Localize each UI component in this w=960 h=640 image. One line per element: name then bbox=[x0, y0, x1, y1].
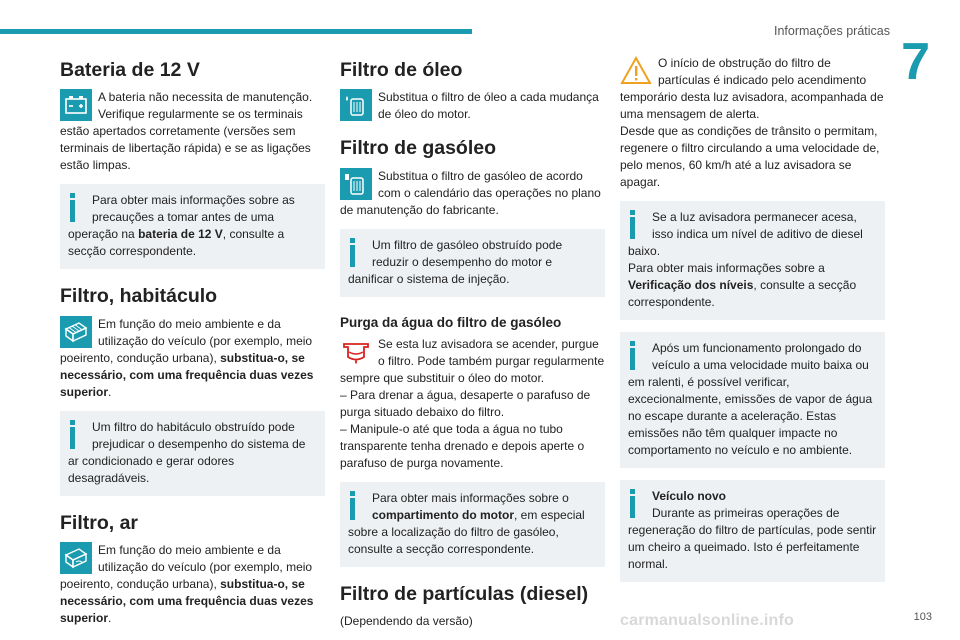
particle-filter-subtitle: (Dependendo da versão) bbox=[340, 614, 473, 629]
cabin-filter-text-a: Em função do meio ambiente e da utilização do veículo (por exemplo, meio poeirento, condução urbana), bbox=[60, 316, 313, 365]
column-3 bbox=[620, 55, 885, 594]
diesel-filter-info-box bbox=[340, 229, 605, 297]
particle-filter-warning-icon bbox=[620, 55, 652, 87]
battery-info-text-a: Para obter mais informações sobre as precauções a tomar antes de uma operação na bbox=[68, 193, 295, 242]
water-drain-info-text-b: , em especial sobre a localização do filtro de gasóleo, consulte a secção correspondente. bbox=[348, 507, 585, 556]
particle-filter-heading: Filtro de partículas (diesel) bbox=[340, 582, 589, 605]
water-drain-info-box bbox=[340, 482, 605, 567]
info-icon bbox=[628, 488, 648, 518]
vapor-info-text: Após um funcionamento prolongado do veículo a uma velocidade muito baixa ou em ralenti, é possível verificar, excecionalmente, emissões de vapor de água no escape durante a aceleração. Estas emissões não têm qualquer impacte no comportamento no veículo e no ambiente. bbox=[628, 341, 873, 457]
battery-info-box bbox=[60, 184, 325, 269]
cabin-filter-text-b: . bbox=[108, 384, 112, 399]
cabin-filter-heading: Filtro, habitáculo bbox=[60, 285, 218, 308]
info-icon bbox=[628, 340, 648, 370]
battery-info-text-b: , consulte a secção correspondente. bbox=[68, 227, 285, 259]
water-drain-step-2: – Manipule-o até que toda a água no tubo transparente tenha drenado e depois aperte o parafuso de purga novamente. bbox=[340, 421, 585, 470]
battery-paragraph bbox=[60, 89, 325, 174]
water-drain-info-bold: compartimento do motor bbox=[372, 507, 515, 522]
info-icon bbox=[68, 419, 88, 449]
info-icon bbox=[348, 490, 368, 520]
air-filter-text-a: Em função do meio ambiente e da utilização do veículo (por exemplo, meio poeirento, condução urbana), bbox=[60, 543, 313, 592]
particle-warning-paragraph bbox=[620, 55, 885, 123]
oil-filter-paragraph bbox=[340, 89, 605, 123]
diesel-filter-info-text: Um filtro de gasóleo obstruído pode reduzir o desempenho do motor e danificar o sistema de injeção. bbox=[348, 237, 563, 286]
air-filter-heading: Filtro, ar bbox=[60, 511, 139, 534]
air-filter-icon bbox=[60, 542, 92, 574]
battery-info-bold: bateria de 12 V bbox=[138, 227, 223, 242]
air-filter-paragraph bbox=[60, 542, 325, 627]
header-accent-bar bbox=[0, 29, 472, 34]
cabin-filter-info-text: Um filtro do habitáculo obstruído pode prejudicar o desempenho do sistema de ar condicionado e gerar odores desagradáveis. bbox=[68, 419, 306, 485]
info-icon bbox=[68, 192, 88, 222]
additive-info-box bbox=[620, 201, 885, 320]
diesel-filter-heading: Filtro de gasóleo bbox=[340, 137, 497, 160]
oil-filter-text: Substitua o filtro de óleo a cada mudança de óleo do motor. bbox=[378, 90, 599, 122]
diesel-filter-paragraph bbox=[340, 168, 605, 219]
battery-heading: Bateria de 12 V bbox=[60, 59, 200, 81]
water-drain-text: Se esta luz avisadora se acender, purgue o filtro. Pode também purgar regularmente sempre que substituir o óleo do motor. bbox=[340, 336, 605, 385]
watermark: carmanualsonline.info bbox=[620, 612, 795, 629]
info-icon bbox=[628, 209, 648, 239]
section-title: Informações práticas bbox=[773, 24, 890, 38]
page-number: 103 bbox=[913, 611, 932, 623]
new-vehicle-info-box bbox=[620, 480, 885, 582]
water-drain-heading: Purga da água do filtro de gasóleo bbox=[340, 314, 562, 330]
battery-icon bbox=[60, 89, 92, 121]
vapor-info-box bbox=[620, 332, 885, 468]
column-1 bbox=[60, 55, 325, 627]
water-drain-info-text-a: Para obter mais informações sobre o bbox=[372, 490, 569, 505]
water-drain-paragraph bbox=[340, 336, 605, 387]
new-vehicle-title: Veículo novo bbox=[652, 489, 727, 503]
diesel-filter-icon bbox=[340, 168, 372, 200]
additive-info-more-b: , consulte a secção correspondente. bbox=[628, 278, 857, 309]
chapter-number: 7 bbox=[901, 33, 930, 91]
column-2 bbox=[340, 55, 605, 630]
oil-filter-icon bbox=[340, 89, 372, 121]
air-filter-text-b: . bbox=[108, 611, 112, 626]
new-vehicle-text: Durante as primeiras operações de regeneração do filtro de partículas, pode sentir um cheiro a queimado. Isto é perfeitamente normal. bbox=[628, 506, 877, 571]
air-filter-text-bold: substitua-o, se necessário, com uma frequência duas vezes superior bbox=[60, 577, 314, 626]
additive-info-text: Se a luz avisadora permanecer acesa, isso indica um nível de aditivo de diesel baixo. bbox=[628, 210, 863, 258]
cabin-filter-paragraph bbox=[60, 316, 325, 401]
diesel-filter-text: Substitua o filtro de gasóleo de acordo com o calendário das operações no plano de manutenção do fabricante. bbox=[340, 168, 601, 217]
info-icon bbox=[348, 237, 368, 267]
cabin-filter-text-bold: substitua-o, se necessário, com uma frequência duas vezes superior bbox=[60, 350, 314, 399]
cabin-filter-icon bbox=[60, 316, 92, 348]
particle-warning-text: O início de obstrução do filtro de partículas é indicado pelo acendimento temporário desta luz avisadora, acompanhada de uma mensagem de alerta. bbox=[620, 56, 884, 121]
oil-filter-heading: Filtro de óleo bbox=[340, 59, 463, 81]
battery-text: A bateria não necessita de manutenção. Verifique regularmente se os terminais estão apertados corretamente (versões sem terminais de libertação rápida) e se as ligações estão limpas. bbox=[60, 90, 313, 173]
water-drain-step-1: – Para drenar a água, desaperte o parafuso de purga situado debaixo do filtro. bbox=[340, 387, 591, 419]
additive-info-more-a: Para obter mais informações sobre a bbox=[628, 261, 825, 275]
cabin-filter-info-box bbox=[60, 411, 325, 496]
additive-info-more-bold: Verificação dos níveis bbox=[628, 278, 754, 292]
particle-regen-text: Desde que as condições de trânsito o permitam, regenere o filtro circulando a uma velocidade de, pelo menos, 60 km/h até a luz avisadora se apagar. bbox=[620, 124, 880, 189]
water-in-diesel-warning-icon bbox=[340, 336, 372, 368]
